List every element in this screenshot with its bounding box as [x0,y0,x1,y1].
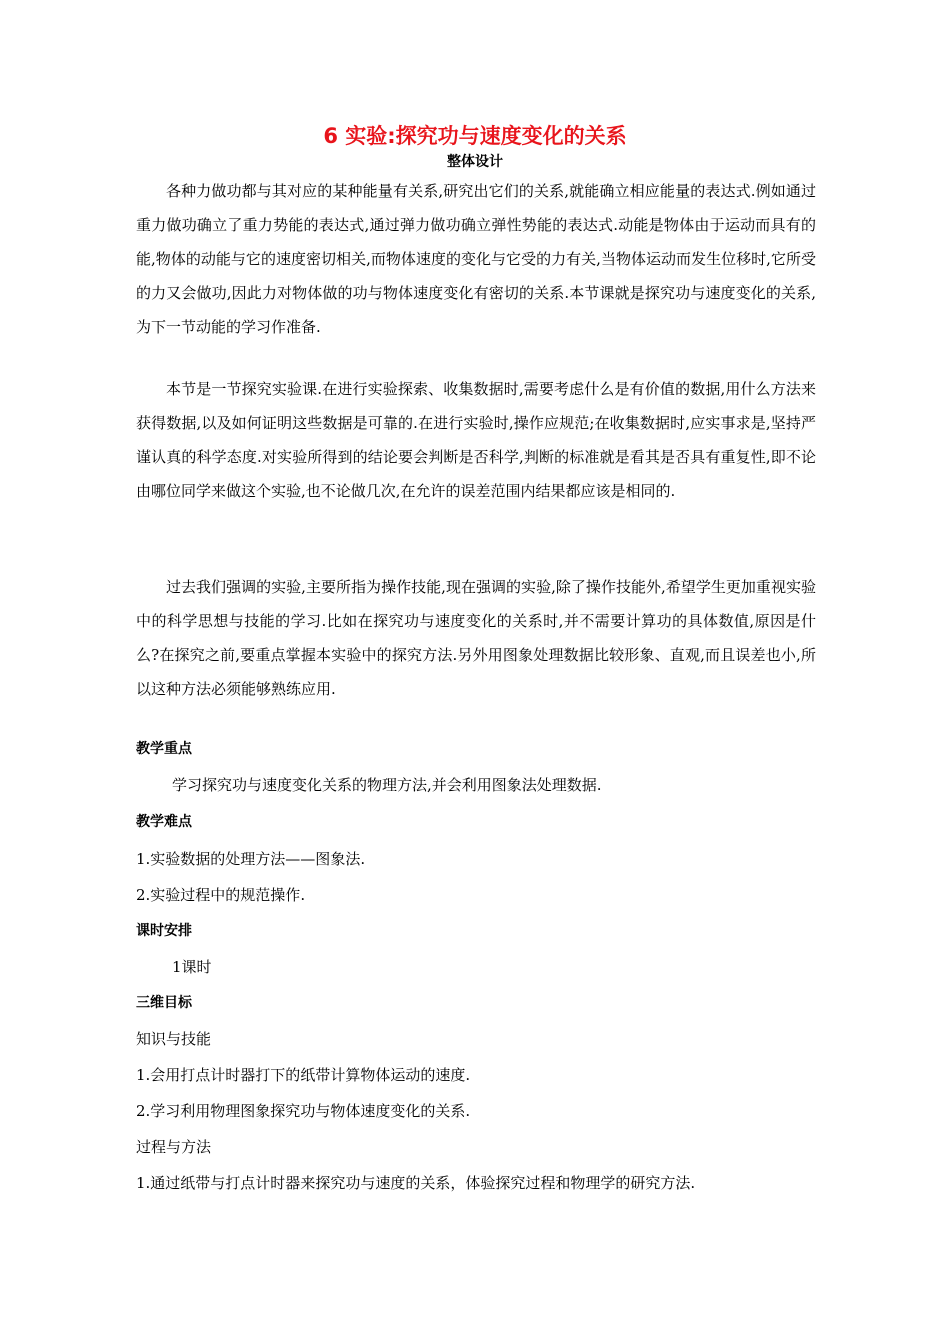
objective-process-item-1: 1.通过纸带与打点计时器来探究功与速度的关系，体验探究过程和物理学的研究方法. [136,1174,696,1192]
heading-objectives: 三维目标 [136,995,192,1011]
document-title: 6 实验:探究功与速度变化的关系 [323,124,627,148]
paragraph-experiment-emphasis: 过去我们强调的实验,主要所指为操作技能,现在强调的实验,除了操作技能外,希望学生更加重视实验中的科学思想与技能的学习.比如在探究功与速度变化的关系时,并不需要计算功的具体数值,原因是什么?在探究之前,要重点掌握本实验中的探究方法.另外用图象处理数据比较形象、直观,而且误差也小,所以这种方法必须能够熟练应用. [136,578,816,698]
heading-schedule: 课时安排 [136,923,192,939]
objective-knowledge-item-2: 2.学习利用物理图象探究功与物体速度变化的关系. [136,1102,471,1120]
objective-knowledge-item-1: 1.会用打点计时器打下的纸带计算物体运动的速度. [136,1066,471,1084]
objective-process-label: 过程与方法 [136,1138,212,1156]
objective-knowledge-label: 知识与技能 [136,1030,212,1048]
paragraph-lesson-type: 本节是一节探究实验课.在进行实验探索、收集数据时,需要考虑什么是有价值的数据,用什么方法来获得数据,以及如何证明这些数据是可靠的.在进行实验时,操作应规范;在收集数据时,应实事求是,坚持严谨认真的科学态度.对实验所得到的结论要会判断是否科学,判断的标准就是看其是否具有重复性,即不论由哪位同学来做这个实验,也不论做几次,在允许的误差范围内结果都应该是相同的. [136,380,816,500]
key-points-text: 学习探究功与速度变化关系的物理方法,并会利用图象法处理数据. [172,776,602,794]
heading-difficulties: 教学难点 [136,814,192,830]
heading-key-points: 教学重点 [136,741,192,757]
schedule-text: 1课时 [172,958,212,976]
difficulty-item-1: 1.实验数据的处理方法——图象法. [136,850,366,868]
difficulty-item-2: 2.实验过程中的规范操作. [136,886,306,904]
paragraph-intro: 各种力做功都与其对应的某种能量有关系,研究出它们的关系,就能确立相应能量的表达式.例如通过重力做功确立了重力势能的表达式,通过弹力做功确立弹性势能的表达式.动能是物体由于运动而具有的能,物体的动能与它的速度密切相关,而物体速度的变化与它受的力有关,当物体运动而发生位移时,它所受的力又会做功,因此力对物体做的功与物体速度变化有密切的关系.本节课就是探究功与速度变化的关系,为下一节动能的学习作准备. [136,182,816,336]
section-subtitle: 整体设计 [447,154,503,170]
